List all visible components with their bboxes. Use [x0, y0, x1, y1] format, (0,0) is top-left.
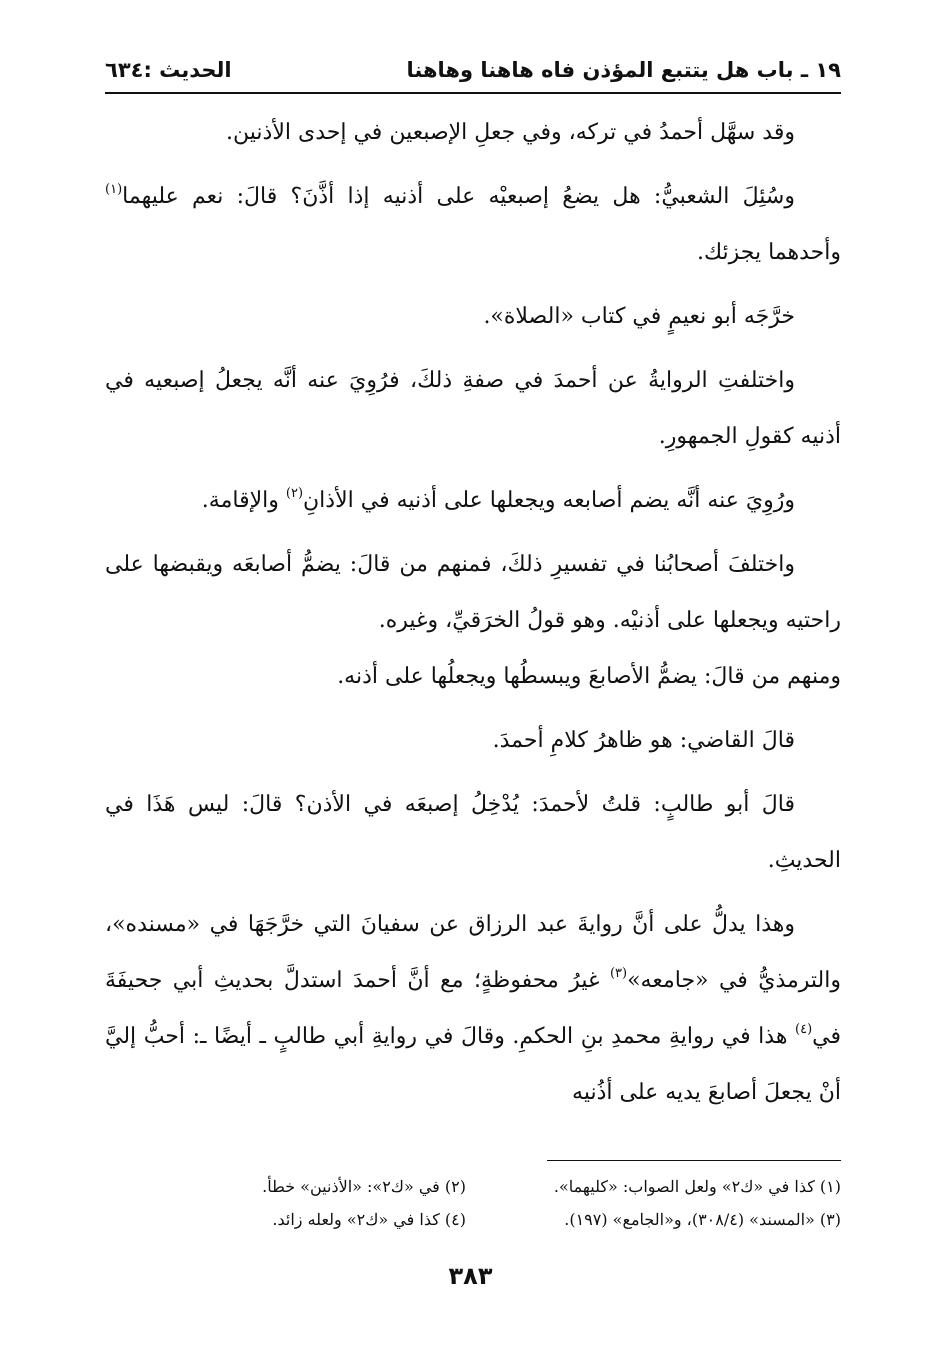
running-header	[105, 52, 841, 92]
paragraph-text: قالَ القاضي: هو ظاهرُ كلامِ أحمدَ.	[492, 728, 795, 753]
paragraph	[105, 353, 841, 465]
paragraph-text: هذا في روايةِ محمدِ بنِ الحكمِ. وقالَ في روايةِ أبي طالبٍ ـ أيضًا ـ: أحبُّ إليَّ أنْ يجعلَ أصابعَ يديه على أذُنيه	[105, 1024, 841, 1105]
paragraph	[105, 537, 841, 649]
footnote: (٤) كذا في «ك٢» ولعله زائد.	[272, 1210, 466, 1229]
paragraph-text: قالَ أبو طالبٍ: قلتُ لأحمدَ: يُدْخِلُ إصبعَه في الأذن؟ قالَ: ليس هَذَا في الحديثِ.	[105, 792, 841, 873]
footnotes	[105, 1170, 841, 1236]
footnote-marker: (١)	[105, 182, 123, 197]
paragraph	[105, 777, 841, 889]
paragraph	[105, 289, 841, 345]
paragraph	[105, 473, 841, 529]
paragraph-text: واختلفَ أصحابُنا في تفسيرِ ذلكَ، فمنهم من قالَ: يضمُّ أصابعَه ويقبضها على راحتيه ويجعلها على أذنيْه. وهو قولُ الخرَقيِّ، وغيره.	[105, 552, 841, 633]
footnote: (٣) «المسند» (٣٠٨/٤)، و«الجامع» (١٩٧).	[564, 1210, 841, 1229]
footnote-row	[105, 1203, 841, 1236]
footnote: (٢) في «ك٢»: «الأذنين» خطأ.	[262, 1177, 466, 1196]
header-divider	[105, 92, 841, 94]
paragraph	[105, 105, 841, 161]
paragraph	[105, 649, 841, 705]
paragraph	[105, 713, 841, 769]
paragraph-text: ورُوِيَ عنه أنَّه يضم أصابعه ويجعلها على أذنيه في الأذانِ	[303, 488, 795, 513]
paragraph-text: واختلفتِ الروايةُ عن أحمدَ في صفةِ ذلكَ، فرُوِيَ عنه أنَّه يجعلُ إصبعيه في أذنيه كقولِ الجمهورِ.	[105, 368, 841, 449]
footnote-divider	[547, 1160, 841, 1161]
footnote-marker: (٣)	[609, 966, 628, 981]
paragraph-text: وأحدهما يجزئك.	[696, 240, 841, 265]
paragraph-text: خرَّجَه أبو نعيمٍ في كتاب «الصلاة».	[483, 304, 795, 329]
footnote-row	[105, 1170, 841, 1203]
footnote-marker: (٢)	[285, 486, 304, 501]
paragraph-text: والإقامة.	[201, 488, 286, 513]
paragraph-text: ومنهم من قالَ: يضمُّ الأصابعَ ويبسطُها ويجعلُها على أذنه.	[337, 664, 841, 689]
footnote: (١) كذا في «ك٢» ولعل الصواب: «كليهما».	[553, 1177, 841, 1196]
page-number: ٣٨٣	[448, 1262, 493, 1290]
paragraph	[105, 169, 841, 281]
paragraph-text: وسُئِلَ الشعبيُّ: هل يضعُ إصبعيْه على أذنيه إذا أذَّنَ؟ قالَ: نعم عليهما	[122, 184, 795, 209]
chapter-title: ١٩ ـ باب هل يتتبع المؤذن فاه هاهنا وهاهنا	[406, 58, 841, 82]
paragraph	[105, 897, 841, 1121]
footnote-marker: (٤)	[795, 1022, 813, 1037]
main-text	[105, 105, 841, 1121]
hadith-number-label: الحديث :٦٣٤	[105, 58, 232, 82]
paragraph-text: وقد سهَّل أحمدُ في تركه، وفي جعلِ الإصبعين في إحدى الأذنين.	[226, 120, 795, 145]
paragraph-text: وهذا يدلُّ على أنَّ روايةَ عبد الرزاق عن سفيانَ التي خرَّجَهَا في «مسنده»، والترمذيُّ في «جامعه»	[105, 912, 841, 993]
paragraph-text: غيرُ محفوظةٍ؛ مع أنَّ أحمدَ استدلَّ بحديثِ أبي جحيفَةَ في	[105, 968, 841, 1049]
